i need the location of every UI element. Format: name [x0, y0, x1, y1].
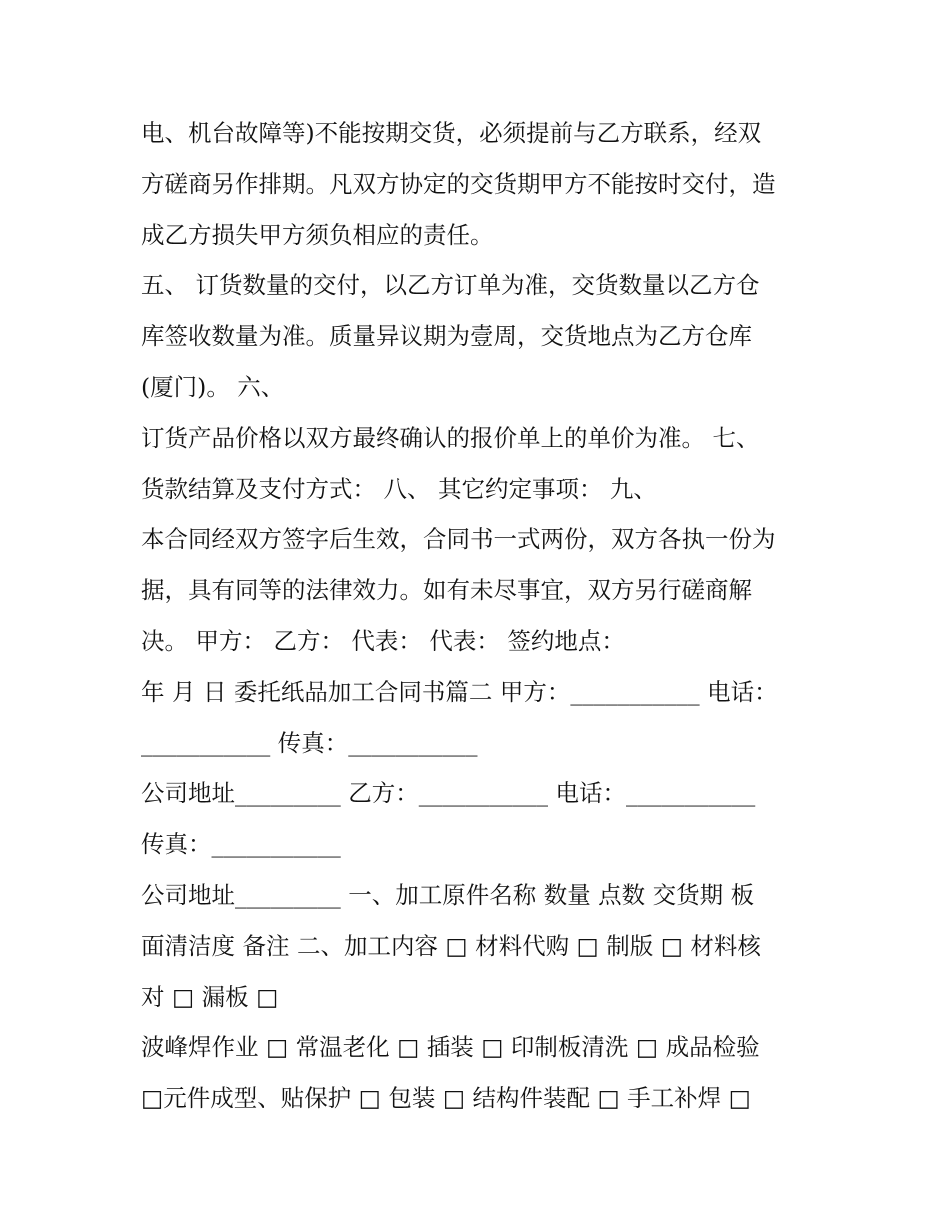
text-line: 货款结算及支付方式： 八、 其它约定事项： 九、 [141, 474, 657, 503]
text-line: ___________ 传真：___________ [141, 728, 478, 757]
text-line: 订货产品价格以双方最终确认的报价单上的单价为准。 七、 [141, 423, 760, 452]
text-line: 波峰焊作业 □ 常温老化 □ 插装 □ 印制板清洗 □ 成品检验 [141, 1033, 760, 1062]
text-line: (厦门)。 六、 [141, 372, 285, 401]
text-line: 公司地址_________ 一、加工原件名称 数量 点数 交货期 板 [141, 880, 755, 909]
text-line: 方磋商另作排期。凡双方协定的交货期甲方不能按时交付，造 [141, 169, 776, 198]
text-line: 库签收数量为准。质量异议期为壹周，交货地点为乙方仓库 [141, 322, 752, 351]
text-line: 年 月 日 委托纸品加工合同书篇二 甲方：___________ 电话： [141, 677, 778, 706]
text-line: 对 □ 漏板 □ [141, 982, 279, 1011]
text-line: 成乙方损失甲方须负相应的责任。 [141, 220, 494, 249]
text-line: 本合同经双方签字后生效，合同书一式两份，双方各执一份为 [141, 525, 776, 554]
text-line: 面清洁度 备注 二、加工内容 □ 材料代购 □ 制版 □ 材料核 [141, 931, 761, 960]
text-line: 五、 订货数量的交付，以乙方订单为准，交货数量以乙方仓 [141, 271, 760, 300]
text-line: □元件成型、贴保护 □ 包装 □ 结构件装配 □ 手工补焊 □ [141, 1084, 751, 1113]
text-line: 电、机台故障等)不能按期交货，必须提前与乙方联系，经双 [141, 119, 762, 147]
text-line: 传真：___________ [141, 830, 341, 859]
text-line: 决。 甲方： 乙方： 代表： 代表： 签约地点： [141, 626, 625, 655]
text-line: 公司地址_________ 乙方：___________ 电话：___________ [141, 779, 756, 808]
text-line: 据，具有同等的法律效力。如有未尽事宜，双方另行磋商解 [141, 576, 752, 605]
document-body [141, 108, 821, 1124]
